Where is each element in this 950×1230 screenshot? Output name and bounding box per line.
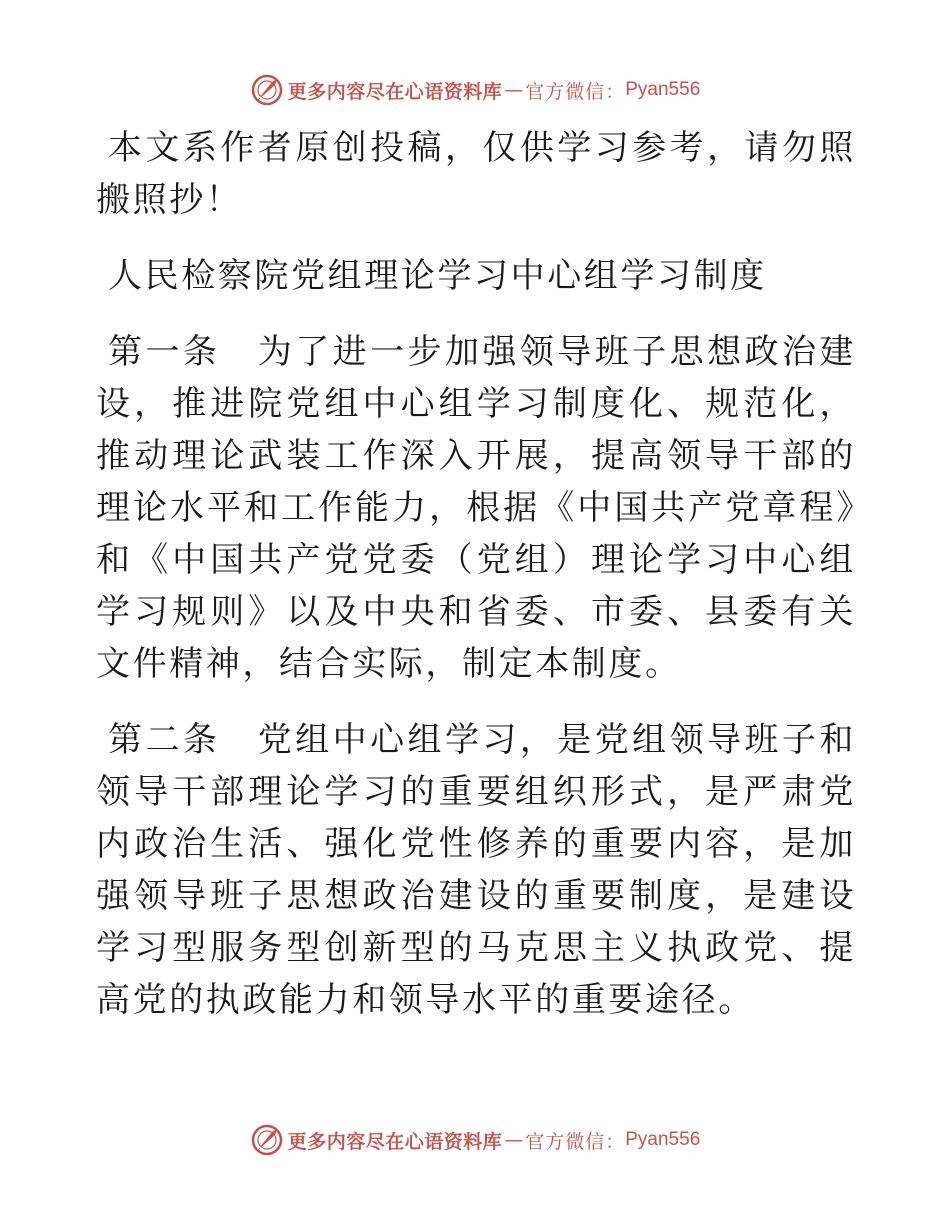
footer-watermark-banner: [0, 1120, 950, 1160]
quill-logo-icon: [250, 73, 284, 107]
article-1: [96, 326, 856, 690]
copyright-notice: 本文系作者原创投稿，仅供学习参考，请勿照搬照抄！: [96, 128, 856, 220]
banner-wechat-label: 官方微信：: [525, 80, 626, 103]
article-1-heading: 第一条: [108, 332, 221, 372]
quill-logo-icon: [250, 1123, 284, 1157]
banner-main-text: 更多内容尽在心语资料库: [287, 1130, 503, 1153]
banner-dash: —: [504, 79, 524, 101]
header-watermark-banner: [0, 70, 950, 110]
article-2-heading: 第二条: [108, 720, 221, 760]
banner-main-text: 更多内容尽在心语资料库: [287, 80, 503, 103]
banner-dash: —: [504, 1129, 524, 1151]
article-1-text: 为了进一步加强领导班子思想政治建设，推进院党组中心组学习制度化、规范化，推动理论武装工作深入开展，提高领导干部的理论水平和工作能力，根据《中国共产党章程》和《中国共产党党委（党组）理论学习中心组学习规则》以及中央和省委、市委、县委有关文件精神，结合实际，制定本制度。: [96, 332, 856, 684]
article-2: [96, 714, 856, 1026]
banner-wechat-id: Pyan556: [625, 79, 701, 100]
banner-wechat-label: 官方微信：: [525, 1130, 626, 1153]
document-title: 人民检察院党组理论学习中心组学习制度: [108, 256, 767, 296]
document-body: [96, 122, 856, 1050]
article-2-text: 党组中心组学习，是党组领导班子和领导干部理论学习的重要组织形式，是严肃党内政治生活、强化党性修养的重要内容，是加强领导班子思想政治建设的重要制度，是建设学习型服务型创新型的马克思主义执政党、提高党的执政能力和领导水平的重要途径。: [96, 720, 856, 1020]
banner-wechat-id: Pyan556: [625, 1129, 701, 1150]
